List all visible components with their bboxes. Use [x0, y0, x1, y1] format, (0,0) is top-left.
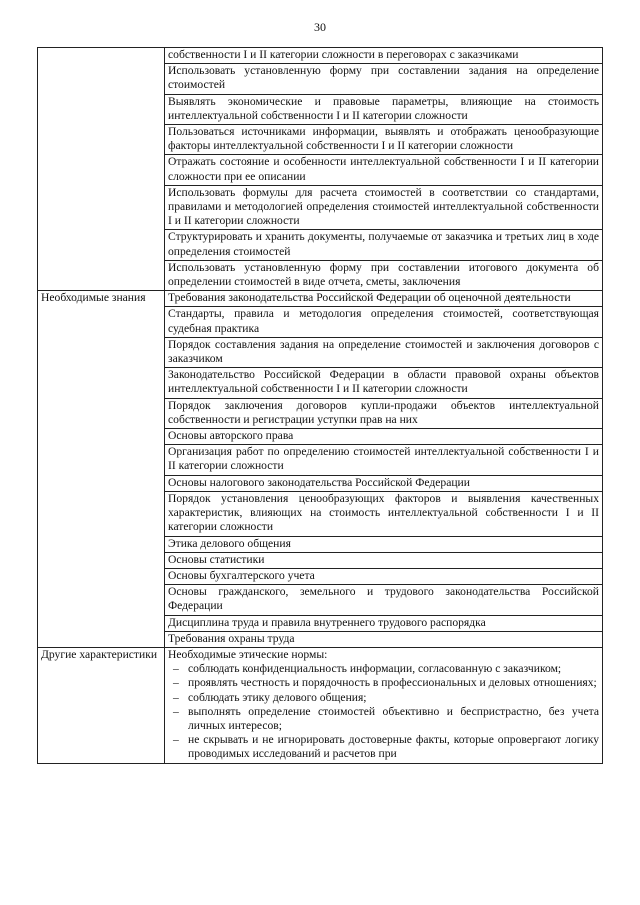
knowledge-item: Основы бухгалтерского учета [165, 568, 603, 584]
ethics-item: – соблюдать этику делового общения; [168, 691, 599, 705]
knowledge-item: Законодательство Российской Федерации в области правовой охраны объектов интеллектуальной собственности I и II категории сложности [165, 368, 603, 398]
ethics-intro: Необходимые этические нормы: [168, 647, 328, 661]
skills-item: Пользоваться источниками информации, выявлять и отображать ценообразующие факторы интеллектуальной собственности I и II категории сложности [165, 125, 603, 155]
competency-table [37, 47, 603, 764]
skills-item: Структурировать и хранить документы, получаемые от заказчика и третьих лиц в ходе определения стоимостей [165, 230, 603, 260]
knowledge-item: Требования охраны труда [165, 631, 603, 647]
other-row [38, 647, 603, 763]
knowledge-item: Основы авторского права [165, 429, 603, 445]
page-number: 30 [314, 20, 326, 34]
knowledge-item: Основы статистики [165, 552, 603, 568]
skills-item: Использовать установленную форму при составлении итогового документа об определении стоимостей в виде отчета, сметы, заключения [165, 260, 603, 290]
skills-item: Использовать установленную форму при составлении задания на определение стоимостей [165, 64, 603, 94]
knowledge-item: Основы гражданского, земельного и трудового законодательства Российской Федерации [165, 585, 603, 615]
ethics-item: – выполнять определение стоимостей объективно и беспристрастно, без учета личных интересов; [168, 705, 599, 733]
knowledge-item: Основы налогового законодательства Российской Федерации [165, 475, 603, 491]
other-label: Другие характеристики [38, 647, 165, 763]
knowledge-item: Стандарты, правила и методология определения стоимостей, соответствующая судебная практика [165, 307, 603, 337]
competency-table-body [38, 48, 603, 764]
skills-row [38, 48, 603, 64]
skills-item: Выявлять экономические и правовые параметры, влияющие на стоимость интеллектуальной собственности I и II категории сложности [165, 94, 603, 124]
ethics-list [168, 662, 599, 761]
knowledge-item: Требования законодательства Российской Федерации об оценочной деятельности [165, 291, 603, 307]
skills-item: Использовать формулы для расчета стоимостей в соответствии со стандартами, правилами и методологией определения стоимостей интеллектуальной собственности I и II категории сложности [165, 185, 603, 230]
skills-item: Отражать состояние и особенности интеллектуальной собственности I и II категории сложности при ее описании [165, 155, 603, 185]
skills-item: собственности I и II категории сложности в переговорах с заказчиками [165, 48, 603, 64]
knowledge-item: Порядок составления задания на определение стоимостей и заключения договоров с заказчиком [165, 337, 603, 367]
skills-label [38, 48, 165, 291]
knowledge-item: Порядок заключения договоров купли-продажи объектов интеллектуальной собственности и регистрации уступки прав на них [165, 398, 603, 428]
ethics-item: – не скрывать и не игнорировать достоверные факты, которые опровергают логику проводимых исследований и расчетов при [168, 733, 599, 761]
knowledge-item: Порядок установления ценообразующих факторов и выявления качественных характеристик, влияющих на стоимость интеллектуальной собственности I и II категории сложности [165, 491, 603, 536]
knowledge-item: Этика делового общения [165, 536, 603, 552]
knowledge-item: Организация работ по определению стоимостей интеллектуальной собственности I и II категории сложности [165, 445, 603, 475]
other-content [165, 647, 603, 763]
ethics-item: – соблюдать конфиденциальность информации, согласованную с заказчиком; [168, 662, 599, 676]
knowledge-row [38, 291, 603, 307]
knowledge-item: Дисциплина труда и правила внутреннего трудового распорядка [165, 615, 603, 631]
ethics-item: – проявлять честность и порядочность в профессиональных и деловых отношениях; [168, 676, 599, 690]
knowledge-label: Необходимые знания [38, 291, 165, 648]
